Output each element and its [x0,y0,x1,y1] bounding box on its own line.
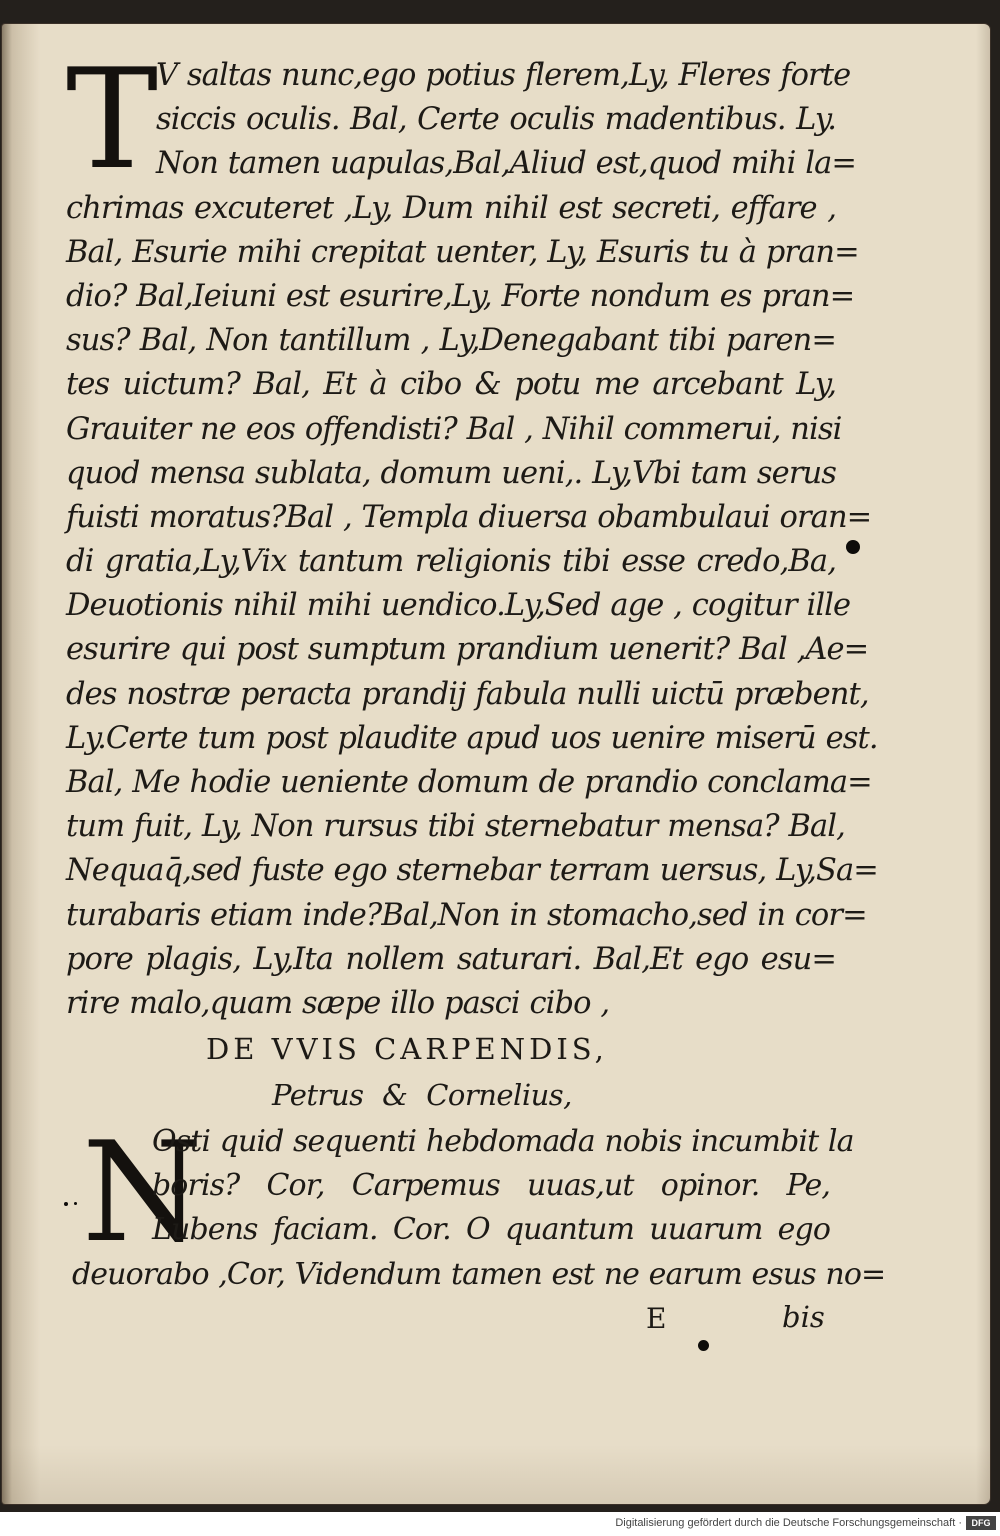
section-speakers: Petrus & Cornelius, [272,1078,572,1112]
signature-mark: E [646,1302,667,1335]
text-line: fuisti moratus?Bal , Templa diuersa obambulaui oran= [66,499,872,535]
funding-credit: Digitalisierung gefördert durch die Deutsche Forschungsgemeinschaft · [615,1517,962,1529]
text-line: Grauiter ne eos offendisti? Bal , Nihil commerui, nisi [66,411,842,447]
text-line: dio? Bal,Ieiuni est esurire,Ly, Forte nondum es pran= [66,278,855,314]
text-line: di gratia,Ly,Vix tantum religionis tibi esse credo,Ba, [66,544,836,580]
text-line: Osti quid sequenti hebdomada nobis incumbit la [152,1124,854,1159]
text-line: Ly.Certe tum post plaudite apud uos uenire miserū est. [66,720,878,756]
text-line: Deuotionis nihil mihi uendico.Ly,Sed age , cogitur ille [66,588,851,624]
text-line: boris? Cor, Carpemus uuas,ut opinor. Pe, [152,1168,830,1204]
dialogue-text-block-2 [72,1112,886,1297]
text-line: turabaris etiam inde?Bal,Non in stomacho,sed in cor= [66,897,867,933]
drop-cap-t: T [66,39,159,200]
text-line: pore plagis, Ly,Ita nollem saturari. Bal,Et ego esu= [66,941,836,977]
text-line: esurire qui post sumptum prandium uenerit? Bal ,Ae= [66,632,869,668]
text-line: deuorabo ,Cor, Videndum tamen est ne earum esus no= [72,1256,886,1292]
text-line: Bal, Esurie mihi crepitat uenter, Ly, Esuris tu à pran= [66,234,859,270]
dialogue-text-block-1 [66,39,878,1026]
text-line: quod mensa sublata, domum ueni,. Ly,Vbi tam serus [66,455,836,491]
text-line: siccis oculis. Bal, Certe oculis madentibus. Ly. [156,102,836,138]
catchword: bis [782,1300,825,1334]
text-line: Nequaq̄,sed fuste ego sternebar terram uersus, Ly,Sa= [66,853,878,889]
section-heading: DE VVIS CARPENDIS, [206,1032,608,1066]
text-line: chrimas excuteret ,Ly, Dum nihil est secreti, effare , [66,190,836,226]
text-line: sus? Bal, Non tantillum , Ly,Denegabant tibi paren= [66,323,836,359]
text-line: tum fuit, Ly, Non rursus tibi sternebatur mensa? Bal, [66,809,845,845]
ink-spot [846,540,860,554]
text-line: Non tamen uapulas,Bal,Aliud est,quod mihi la= [156,146,857,182]
ink-speck [74,1202,77,1205]
text-line: rire malo,quam sæpe illo pasci cibo , [66,985,610,1021]
ink-spot [698,1340,709,1351]
text-line: V saltas nunc,ego potius flerem,Ly, Fleres forte [156,58,851,93]
text-line: Bal, Me hodie ueniente domum de prandio conclama= [66,765,872,800]
drop-cap-n: N [82,1112,203,1273]
text-line: tes uictum? Bal, Et à cibo & potu me arcebant Ly, [66,367,836,403]
ink-speck [64,1202,68,1206]
text-line: des nostræ peracta prandij fabula nulli uictū præbent, [66,676,869,712]
dfg-logo-icon: DFG [966,1516,996,1530]
text-line: Lubens faciam. Cor. O quantum uuarum ego [152,1212,830,1248]
